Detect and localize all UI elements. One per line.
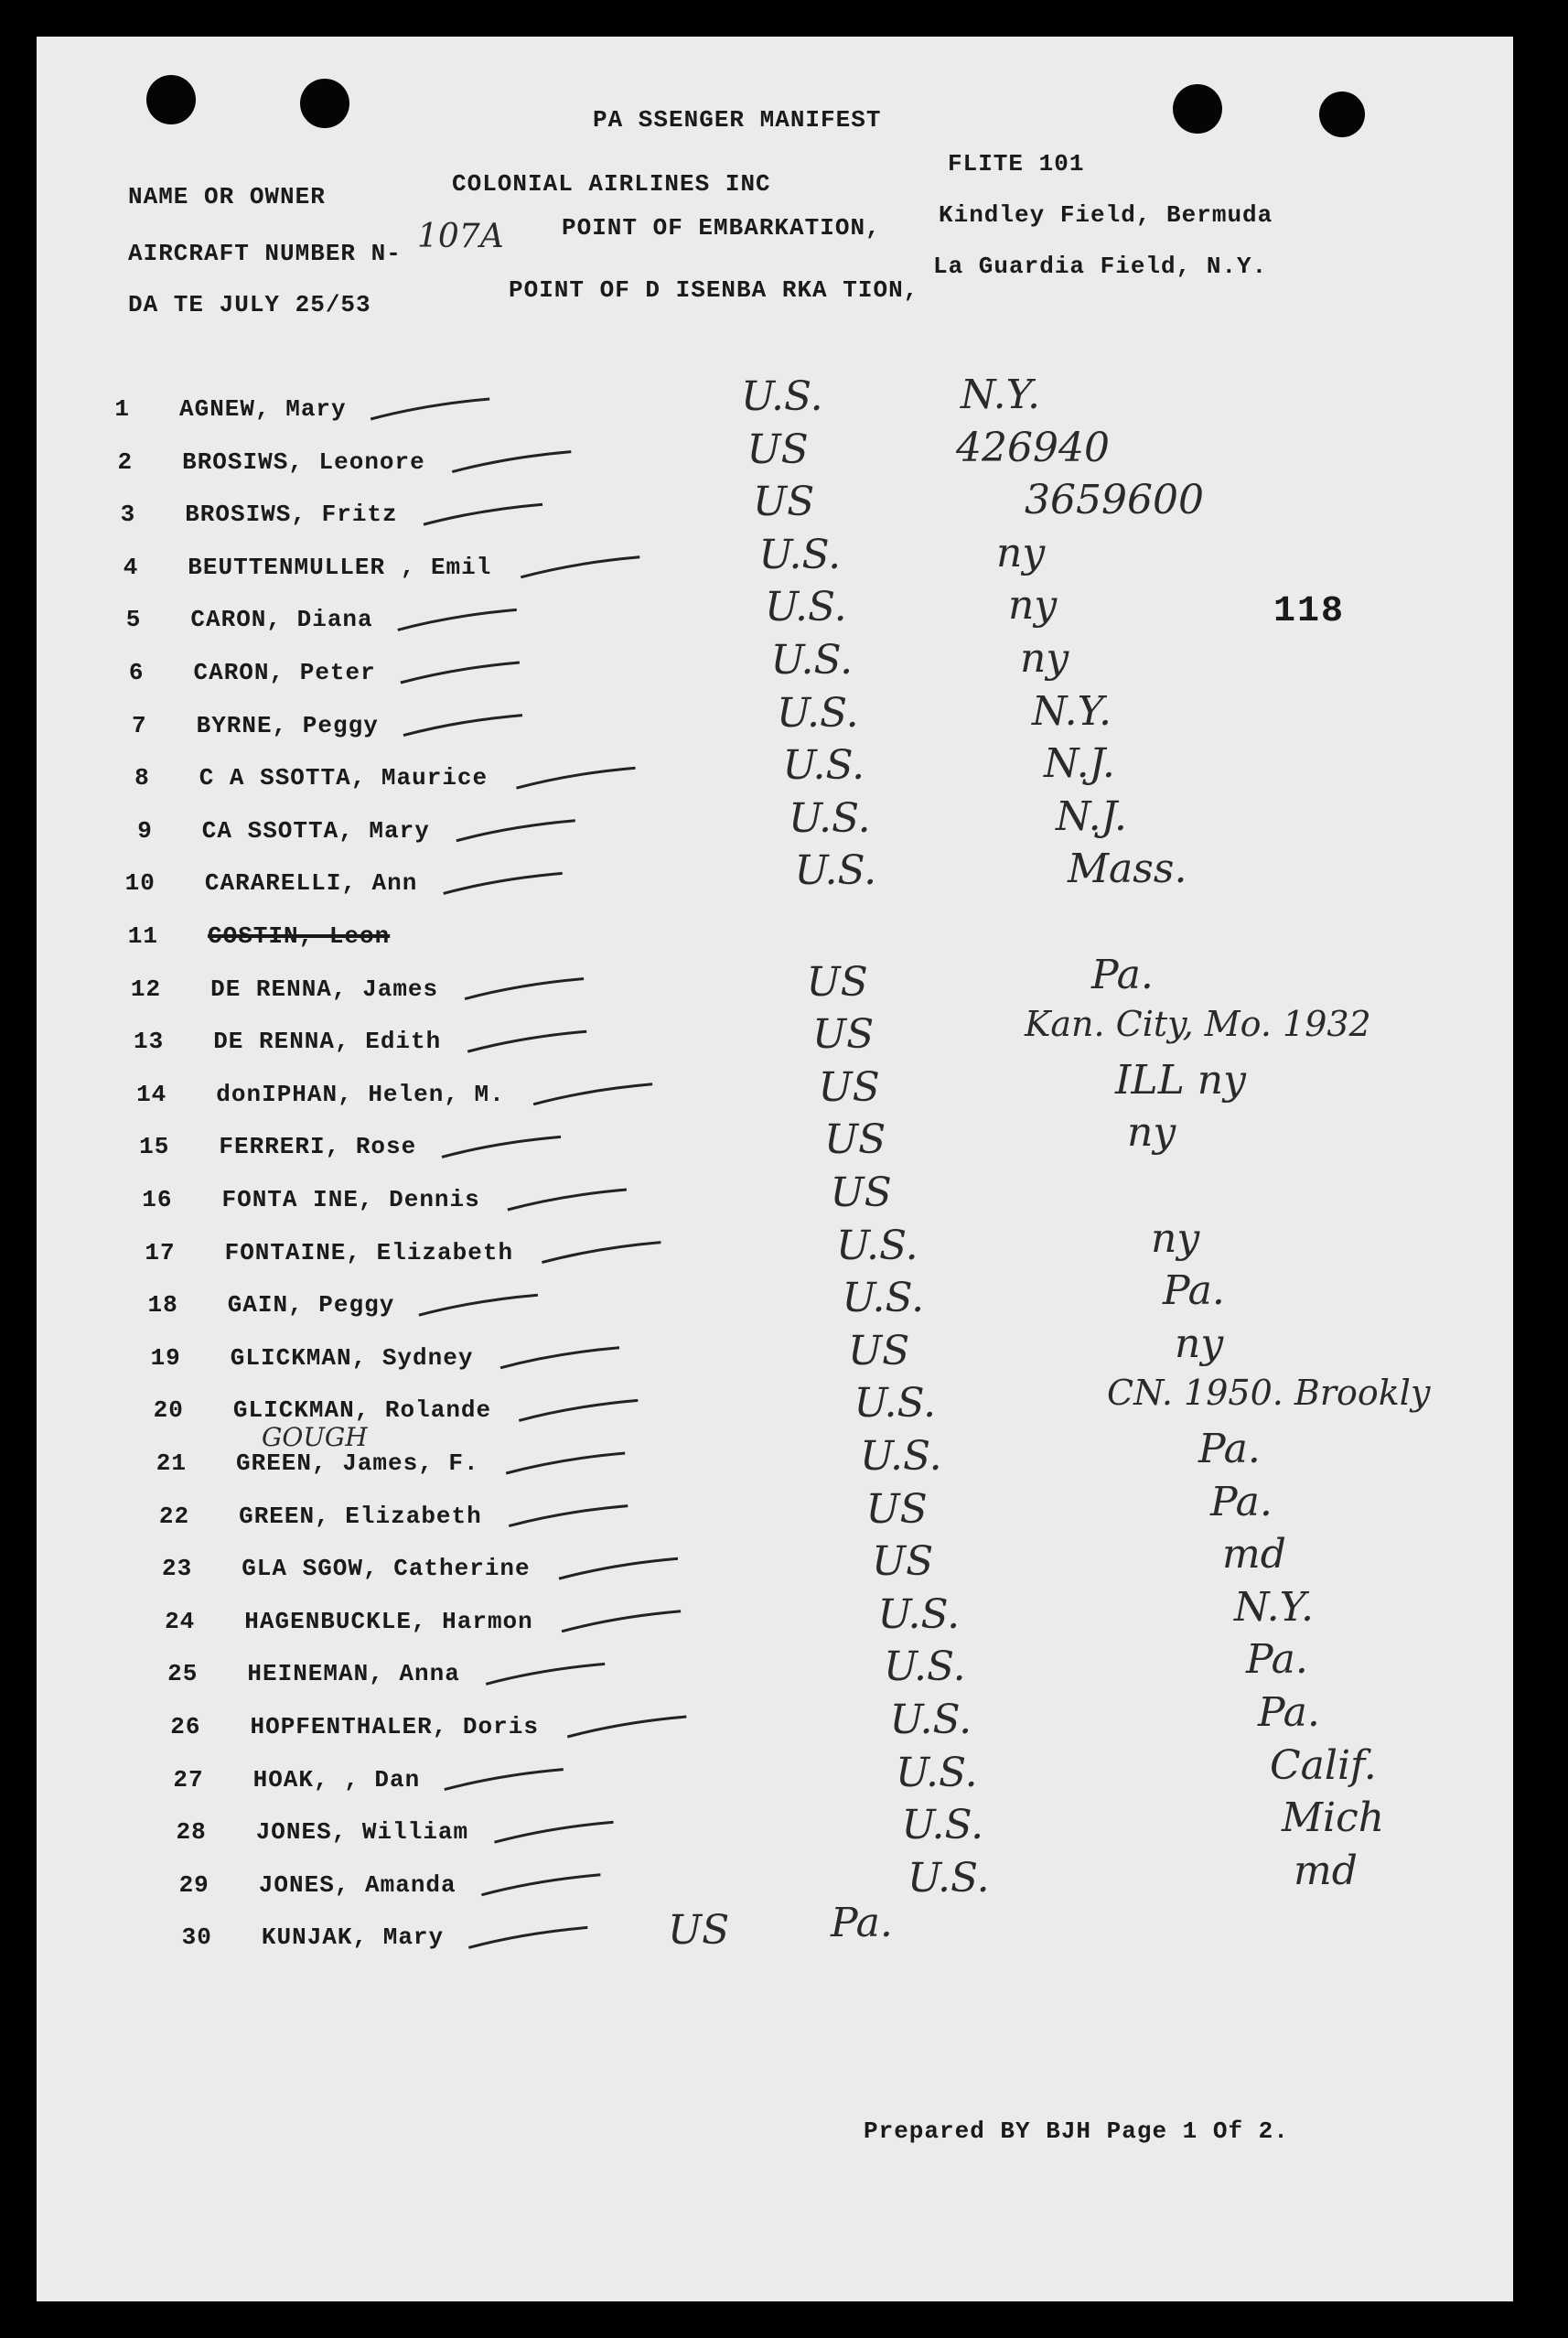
tick-stroke xyxy=(424,504,542,524)
row-number: 1 xyxy=(114,395,130,423)
row-number: 3 xyxy=(120,501,136,529)
tick-stroke xyxy=(403,716,522,736)
nationality-handwritten: US xyxy=(872,1538,934,1586)
passenger-name: BROSIWS, Leonore xyxy=(182,447,425,476)
nationality-handwritten: U.S. xyxy=(889,1697,972,1743)
manifest-date: DA TE JULY 25/53 xyxy=(128,291,371,318)
residence-handwritten: Mich xyxy=(1282,1794,1385,1842)
passenger-name: BYRNE, Peggy xyxy=(196,711,379,739)
row-number: 8 xyxy=(134,764,150,792)
residence-handwritten: ny xyxy=(1008,582,1058,630)
page-title: PA SSENGER MANIFEST xyxy=(593,106,882,134)
nationality-handwritten: US xyxy=(806,958,868,1006)
owner-value: COLONIAL AIRLINES INC xyxy=(452,170,771,198)
row-number: 23 xyxy=(161,1555,193,1583)
passenger-name: CARARELLI, Ann xyxy=(204,869,418,898)
residence-handwritten: CN. 1950. Brookly xyxy=(1107,1373,1431,1414)
tick-stroke xyxy=(567,1717,686,1737)
passenger-name: HOPFENTHALER, Doris xyxy=(250,1713,539,1740)
row-number: 2 xyxy=(117,447,134,476)
tick-stroke xyxy=(509,1506,628,1526)
row-number: 17 xyxy=(145,1238,176,1266)
row-number: 11 xyxy=(127,922,158,950)
tick-stroke xyxy=(481,1875,600,1895)
passenger-name: JONES, William xyxy=(255,1818,469,1847)
passenger-name: BROSIWS, Fritz xyxy=(185,501,398,529)
tick-stroke xyxy=(445,1770,564,1790)
residence-handwritten: Kan. City, Mo. 1932 xyxy=(1025,1004,1371,1045)
residence-handwritten: Pa. xyxy=(1198,1426,1261,1472)
tick-stroke xyxy=(519,1400,638,1420)
passenger-name: HAGENBUCKLE, Harmon xyxy=(244,1607,533,1635)
nationality-handwritten: US xyxy=(824,1116,886,1164)
nationality-handwritten: U.S. xyxy=(836,1222,918,1269)
residence-handwritten: Calif. xyxy=(1270,1741,1377,1789)
row-number: 9 xyxy=(137,816,153,845)
residence-handwritten: N.J. xyxy=(1044,740,1115,788)
residence-handwritten: Pa. xyxy=(1091,951,1154,998)
disembarkation-label: POINT OF D ISENBA RKA TION, xyxy=(509,276,919,304)
row-number: 10 xyxy=(124,869,156,898)
nationality-handwritten: U.S. xyxy=(770,637,854,684)
tick-stroke xyxy=(559,1558,678,1578)
tick-stroke xyxy=(517,768,636,788)
row-number: 25 xyxy=(167,1660,199,1688)
nationality-handwritten: US xyxy=(668,1907,730,1955)
disembarkation-value: La Guardia Field, N.Y. xyxy=(933,253,1268,280)
tick-stroke xyxy=(465,979,584,999)
embarkation-label: POINT OF EMBARKATION, xyxy=(562,214,881,242)
footer-prepared-by: Prepared BY BJH Page 1 Of 2. xyxy=(864,2117,1289,2145)
row-number: 30 xyxy=(181,1923,212,1952)
row-number: 24 xyxy=(165,1607,196,1635)
residence-handwritten: Mass. xyxy=(1068,846,1187,893)
residence-handwritten: 426940 xyxy=(956,424,1110,471)
passenger-name: GLICKMAN, Sydney xyxy=(230,1343,474,1372)
nationality-handwritten: US xyxy=(830,1169,892,1216)
nationality-handwritten: U.S. xyxy=(794,847,877,895)
residence-handwritten: Pa. xyxy=(1258,1689,1320,1736)
tick-stroke xyxy=(506,1453,625,1473)
nationality-handwritten: U.S. xyxy=(782,742,865,790)
tick-stroke xyxy=(452,452,571,472)
nationality-handwritten: U.S. xyxy=(908,1854,990,1902)
passenger-name: GLA SGOW, Catherine xyxy=(242,1555,531,1583)
row-number: 5 xyxy=(125,606,142,634)
nationality-handwritten: US xyxy=(812,1011,875,1059)
residence-handwritten: ny xyxy=(1175,1320,1224,1367)
row-number: 26 xyxy=(170,1713,201,1740)
owner-label: NAME OR OWNER xyxy=(128,183,326,210)
tick-stroke xyxy=(444,873,563,893)
nationality-handwritten: U.S. xyxy=(842,1275,925,1322)
residence-handwritten: N.Y. xyxy=(961,372,1041,418)
row-number: 15 xyxy=(139,1133,170,1161)
name-correction: GOUGH xyxy=(262,1422,368,1452)
aircraft-label: AIRCRAFT NUMBER N- xyxy=(128,240,402,267)
nationality-handwritten: US xyxy=(818,1063,880,1111)
tick-stroke xyxy=(371,399,489,419)
residence-handwritten: Pa. xyxy=(1163,1267,1225,1315)
row-number: 20 xyxy=(153,1396,184,1425)
passenger-name: CARON, Peter xyxy=(193,659,376,686)
residence-handwritten: 3659600 xyxy=(1025,477,1204,524)
residence-handwritten: Pa. xyxy=(831,1900,893,1947)
nationality-handwritten: US xyxy=(865,1485,928,1533)
residence-handwritten: ILL ny xyxy=(1115,1056,1246,1104)
passenger-name: JONES, Amanda xyxy=(258,1870,456,1899)
passenger-name: AGNEW, Mary xyxy=(179,395,347,423)
passenger-name: BEUTTENMULLER , Emil xyxy=(188,553,492,581)
residence-handwritten: ny xyxy=(1020,635,1069,682)
row-number: 19 xyxy=(150,1343,181,1372)
row-number: 14 xyxy=(136,1080,167,1108)
passenger-name: GAIN, Peggy xyxy=(227,1291,395,1320)
nationality-handwritten: U.S. xyxy=(901,1802,984,1849)
residence-handwritten: ny xyxy=(1127,1109,1176,1157)
passenger-name: DE RENNA, Edith xyxy=(213,1028,442,1056)
flight-number: FLITE 101 xyxy=(948,150,1085,178)
passenger-name: donIPHAN, Helen, M. xyxy=(216,1080,505,1108)
passenger-name: GREEN, James, F. xyxy=(236,1449,479,1477)
tick-stroke xyxy=(442,1137,561,1157)
nationality-handwritten: U.S. xyxy=(896,1749,978,1796)
nationality-handwritten: US xyxy=(753,479,815,526)
row-number: 18 xyxy=(147,1291,178,1320)
passenger-name: CARON, Diana xyxy=(190,606,373,634)
passenger-name: C A SSOTTA, Maurice xyxy=(199,764,489,792)
handwritten-marks xyxy=(37,37,1513,2301)
nationality-handwritten: U.S. xyxy=(877,1590,961,1638)
nationality-handwritten: U.S. xyxy=(860,1433,942,1480)
nationality-handwritten: U.S. xyxy=(854,1380,937,1428)
tick-stroke xyxy=(542,1243,660,1263)
nationality-handwritten: U.S. xyxy=(884,1643,966,1691)
passenger-name: KUNJAK, Mary xyxy=(261,1923,445,1952)
residence-handwritten: Pa. xyxy=(1210,1478,1273,1525)
residence-handwritten: N.Y. xyxy=(1032,687,1112,735)
tick-stroke xyxy=(467,1031,586,1051)
row-number: 28 xyxy=(176,1818,207,1847)
row-number: 13 xyxy=(133,1028,165,1056)
passenger-name: GLICKMAN, Rolande xyxy=(232,1396,492,1425)
tick-stroke xyxy=(419,1295,538,1315)
nationality-handwritten: U.S. xyxy=(789,794,871,842)
nationality-handwritten: US xyxy=(848,1327,910,1374)
tick-stroke xyxy=(401,663,520,683)
residence-handwritten: Pa. xyxy=(1246,1636,1308,1684)
page-stamp: 118 xyxy=(1273,591,1346,632)
row-number: 12 xyxy=(130,975,162,1003)
tick-stroke xyxy=(495,1822,614,1842)
nationality-handwritten: U.S. xyxy=(758,531,842,578)
residence-handwritten: ny xyxy=(996,529,1046,576)
row-number: 22 xyxy=(158,1502,190,1530)
nationality-handwritten: US xyxy=(746,426,809,473)
tick-stroke xyxy=(562,1611,681,1632)
tick-stroke xyxy=(456,821,575,841)
passenger-name: DE RENNA, James xyxy=(210,975,439,1003)
tick-stroke xyxy=(500,1348,619,1368)
tick-stroke xyxy=(521,557,639,577)
nationality-handwritten: U.S. xyxy=(741,373,823,420)
tick-stroke xyxy=(508,1190,627,1210)
passenger-name: HOAK, , Dan xyxy=(252,1765,421,1794)
row-number: 27 xyxy=(173,1765,204,1794)
nationality-handwritten: U.S. xyxy=(777,689,859,737)
aircraft-number: 107A xyxy=(417,218,504,255)
tick-stroke xyxy=(533,1084,652,1104)
residence-handwritten: md xyxy=(1294,1847,1358,1894)
embarkation-value: Kindley Field, Bermuda xyxy=(939,201,1273,229)
residence-handwritten: ny xyxy=(1151,1214,1200,1262)
row-number: 29 xyxy=(178,1870,209,1899)
residence-handwritten: N.Y. xyxy=(1234,1583,1315,1631)
row-number: 4 xyxy=(123,553,139,581)
passenger-name: FONTAINE, Elizabeth xyxy=(224,1238,514,1266)
row-number: 7 xyxy=(131,711,147,739)
manifest-page xyxy=(37,37,1513,2301)
tick-stroke xyxy=(468,1927,587,1947)
passenger-name: CA SSOTTA, Mary xyxy=(201,816,430,845)
row-number: 21 xyxy=(156,1449,187,1477)
passenger-name: FONTA INE, Dennis xyxy=(221,1186,480,1213)
row-number: 6 xyxy=(128,659,145,686)
tick-stroke xyxy=(486,1664,605,1684)
passenger-name: HEINEMAN, Anna xyxy=(247,1660,460,1688)
passenger-name: FERRERI, Rose xyxy=(219,1133,417,1161)
residence-handwritten: md xyxy=(1222,1531,1286,1578)
passenger-name: COSTIN, Leon xyxy=(208,922,391,950)
nationality-handwritten: U.S. xyxy=(765,584,847,631)
passenger-name: GREEN, Elizabeth xyxy=(239,1502,482,1530)
tick-stroke xyxy=(398,609,517,630)
residence-handwritten: N.J. xyxy=(1056,792,1127,840)
row-number: 16 xyxy=(142,1186,173,1213)
